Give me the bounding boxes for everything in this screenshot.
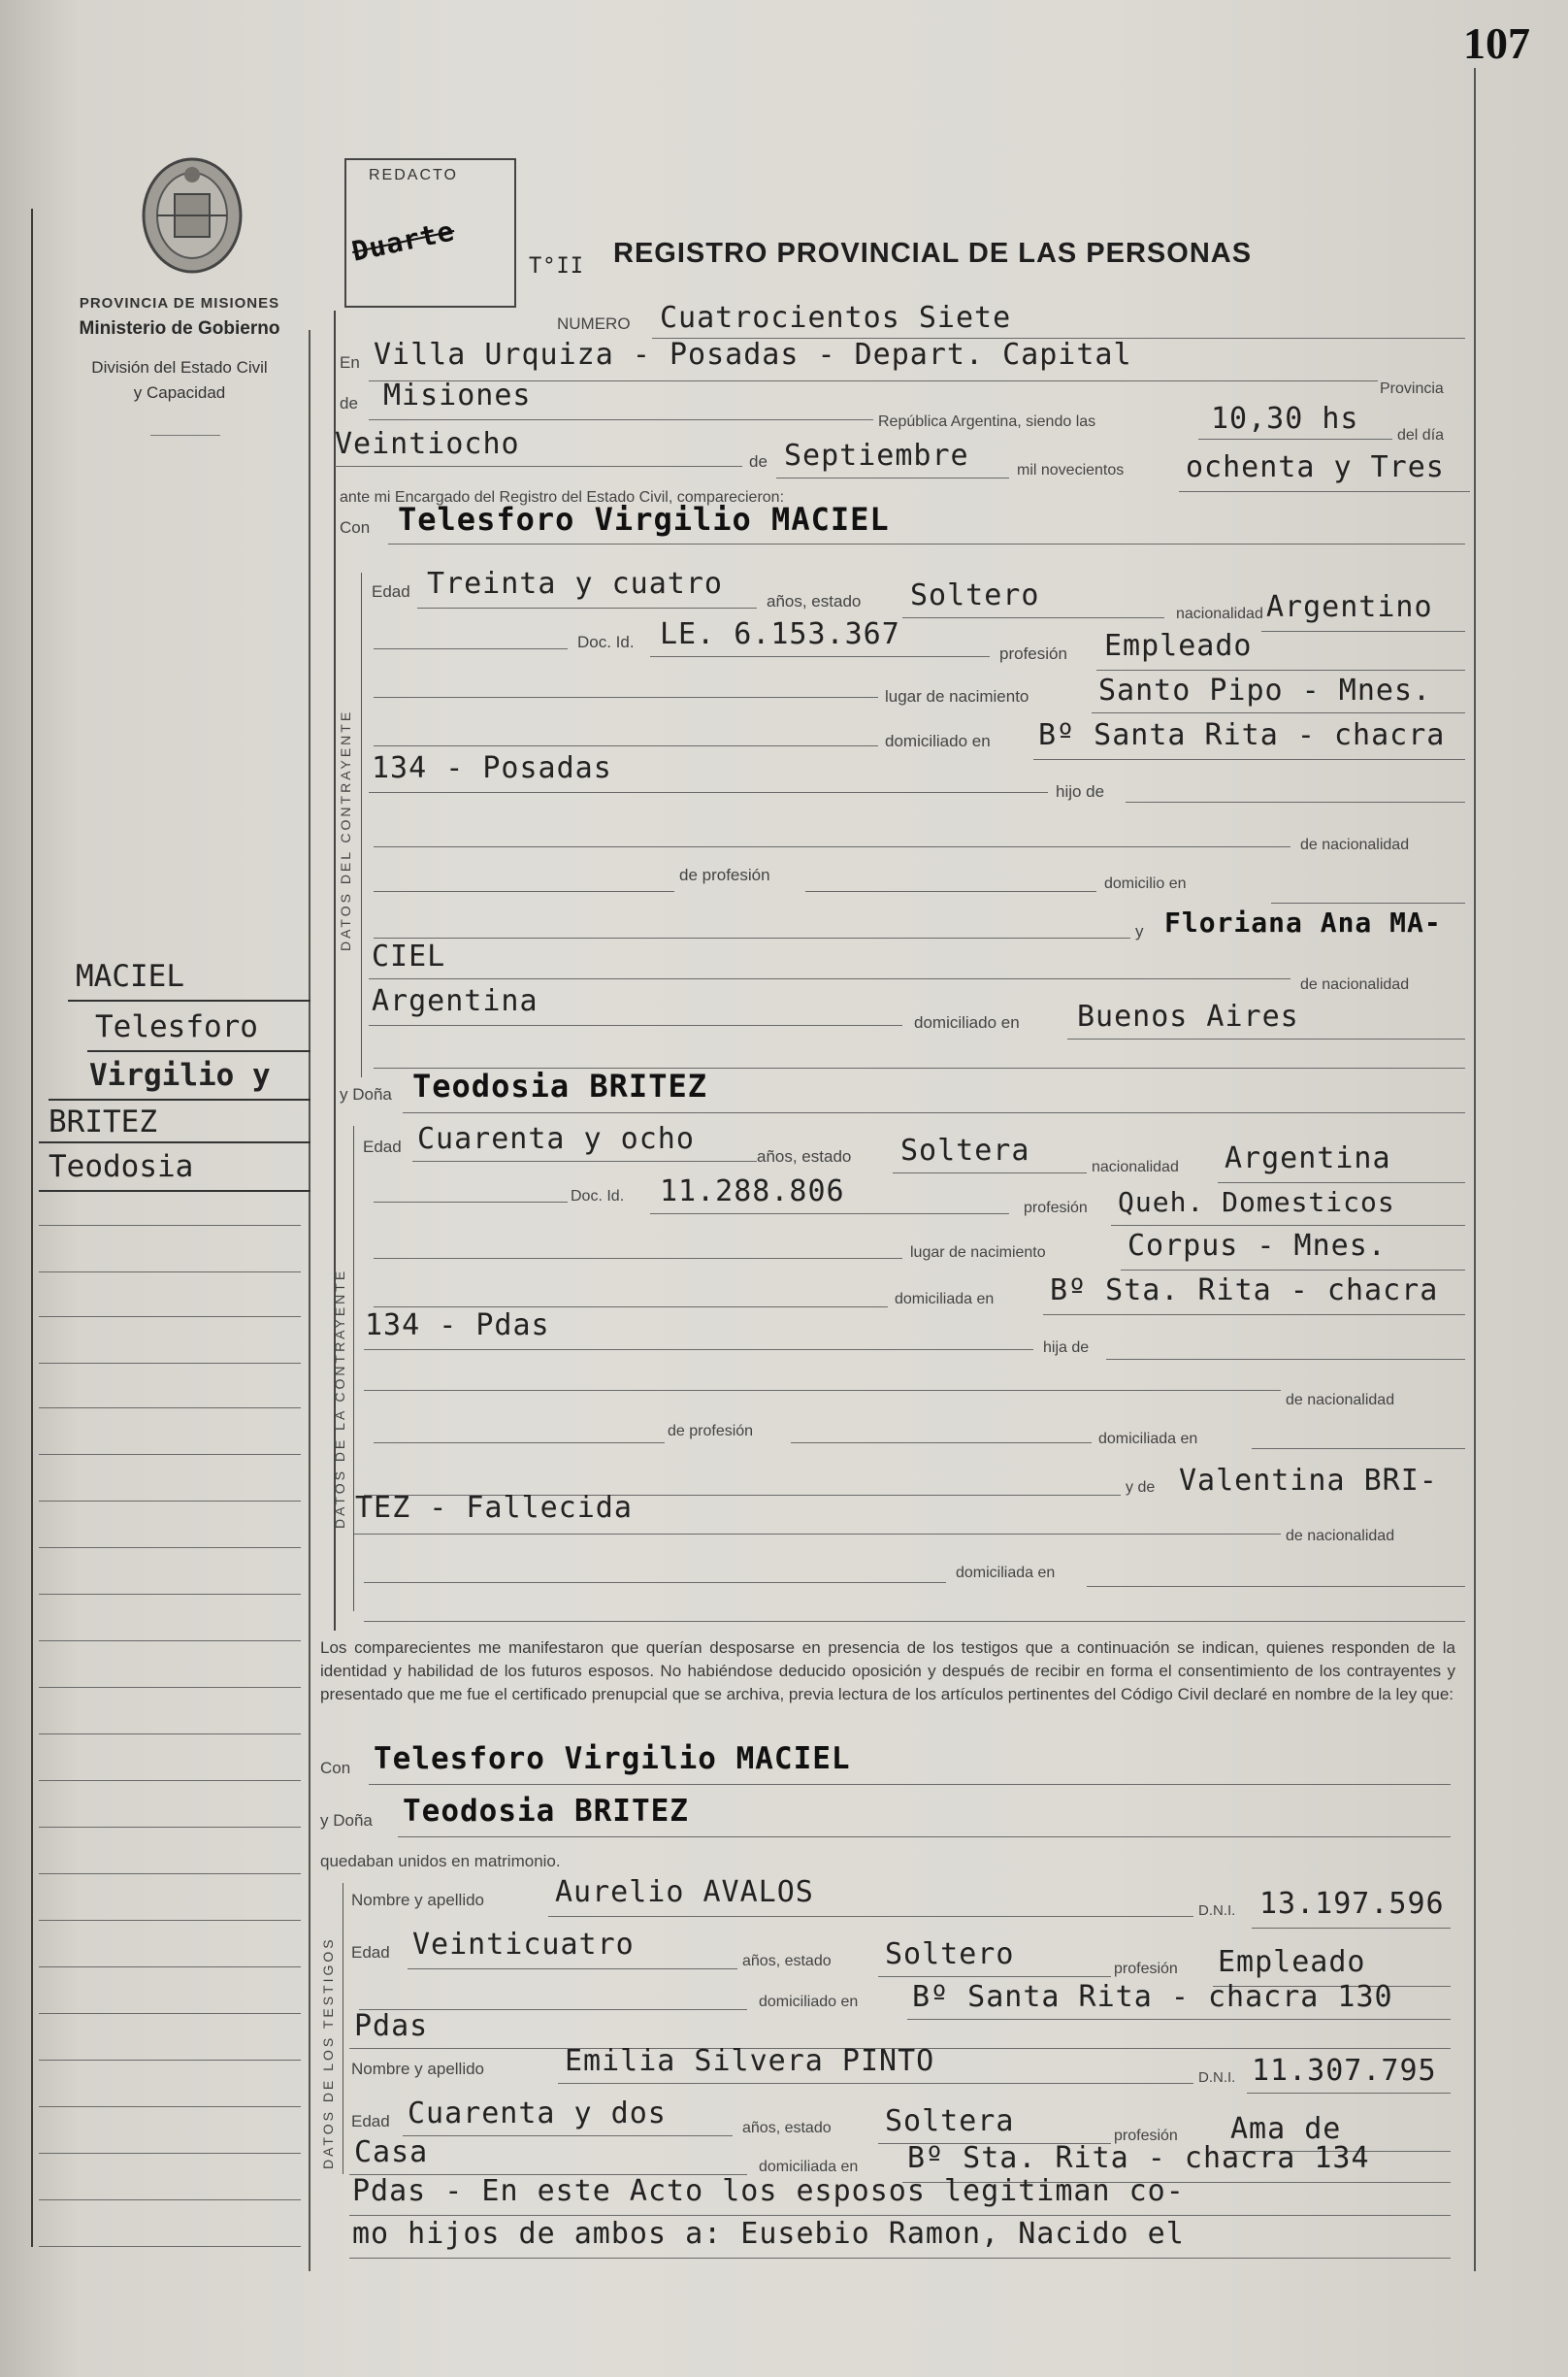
margin-line — [39, 2060, 301, 2061]
rule — [364, 1349, 1033, 1350]
rule — [349, 2215, 1451, 2216]
rule — [374, 1306, 888, 1307]
de-label: de — [340, 394, 358, 413]
c2-de-nacionalidad-label: de nacionalidad — [1286, 1392, 1395, 1408]
anos-estado-label: años, estado — [767, 592, 862, 611]
t2-edad-label: Edad — [351, 2112, 390, 2130]
doc-value: LE. 6.153.367 — [660, 617, 900, 651]
rule — [1271, 903, 1465, 904]
madre-domicilio-value: Buenos Aires — [1077, 1000, 1299, 1034]
contrayenta-side-label: DATOS DE LA CONTRAYENTE — [332, 1268, 347, 1529]
t1-nombre-value: Aurelio AVALOS — [555, 1875, 814, 1909]
margin-line — [39, 1454, 301, 1455]
margin-note-line-5: Teodosia — [49, 1149, 194, 1184]
estado-value: Soltero — [910, 578, 1040, 612]
c2-anos-estado-label: años, estado — [757, 1147, 852, 1166]
lugar-nac-value: Santo Pipo - Mnes. — [1098, 674, 1432, 708]
rule — [369, 1025, 902, 1026]
division-heading — [39, 355, 320, 406]
c2-doc-value: 11.288.806 — [660, 1174, 845, 1208]
rule — [1198, 439, 1392, 440]
rule — [49, 1099, 310, 1101]
con-label: Con — [340, 518, 371, 537]
margin-line — [39, 1271, 301, 1272]
rule — [1121, 1270, 1465, 1271]
nacionalidad-label: nacionalidad — [1176, 606, 1263, 622]
rule — [39, 1190, 310, 1192]
rule — [1252, 1928, 1451, 1929]
margin-line — [39, 1594, 301, 1595]
ante-mi-text: ante mi Encargado del Registro del Estado Civil, comparecieron: — [340, 489, 785, 506]
margin-line — [39, 2013, 301, 2014]
rule — [1261, 631, 1465, 632]
profesion-value: Empleado — [1104, 629, 1253, 663]
margin-line — [39, 1687, 301, 1688]
rule — [1033, 759, 1465, 760]
numero-label: NUMERO — [557, 314, 631, 333]
rule — [558, 2083, 1193, 2084]
republica-label: República Argentina, siendo las — [878, 413, 1096, 430]
rule — [1106, 1359, 1465, 1360]
t2-profesion-value: Ama de — [1230, 2112, 1342, 2146]
rule — [374, 745, 878, 746]
madre-nacionalidad-value: Argentina — [372, 984, 539, 1018]
rule — [1247, 2093, 1451, 2094]
rule — [364, 1621, 1465, 1622]
t1-domicilio-1-value: Bº Santa Rita - chacra 130 — [912, 1980, 1393, 2014]
rule — [374, 648, 568, 649]
c2-domicilio-1-value: Bº Sta. Rita - chacra — [1050, 1273, 1439, 1307]
t1-profesion-value: Empleado — [1218, 1945, 1366, 1979]
nacionalidad-value: Argentino — [1266, 590, 1433, 624]
rule — [412, 1161, 757, 1162]
t1-anos-estado-label: años, estado — [742, 1953, 832, 1969]
contrayente-nombre: Telesforo Virgilio MACIEL — [398, 501, 890, 538]
lugar-value: Villa Urquiza - Posadas - Depart. Capital — [374, 338, 1132, 372]
t1-edad-label: Edad — [351, 1943, 390, 1962]
t2-doc-label: D.N.I. — [1198, 2069, 1236, 2086]
t1-domicilio-2-value: Pdas — [354, 2009, 429, 2043]
c2-domicilio-2-value: 134 - Pdas — [365, 1308, 550, 1342]
lugar-nac-label: lugar de nacimiento — [885, 687, 1029, 706]
margin-line — [39, 2199, 301, 2200]
rule — [893, 1172, 1087, 1173]
c2-hija-de-label: hija de — [1043, 1339, 1090, 1356]
rule — [1126, 802, 1465, 803]
margin-line — [39, 1920, 301, 1921]
rule — [1043, 1314, 1465, 1315]
c2-de-nacionalidad-label-2: de nacionalidad — [1286, 1528, 1395, 1544]
provincia-value: Misiones — [383, 379, 532, 413]
margin-divider — [309, 330, 310, 2271]
decl-y-dona-label: y Doña — [320, 1811, 373, 1830]
margin-line — [39, 1827, 301, 1828]
decl-con-label: Con — [320, 1759, 351, 1777]
division-line-1: División del Estado Civil — [91, 358, 268, 377]
margin-note-line-3: Virgilio y — [89, 1058, 271, 1093]
rule — [87, 1050, 310, 1052]
dia-value: Veintiocho — [335, 427, 520, 461]
t1-nombre-label: Nombre y apellido — [351, 1891, 485, 1909]
contrayente-side-label: DATOS DEL CONTRAYENTE — [338, 709, 353, 951]
c2-nacionalidad-label: nacionalidad — [1092, 1159, 1179, 1175]
c2-profesion-label: profesión — [1024, 1200, 1088, 1216]
rule — [650, 656, 990, 657]
rule — [548, 1916, 1193, 1917]
quedaban-text: quedaban unidos en matrimonio. — [320, 1852, 561, 1870]
t2-edad-value: Cuarenta y dos — [408, 2096, 667, 2130]
margin-line — [39, 1501, 301, 1502]
contrayenta-nombre: Teodosia BRITEZ — [412, 1068, 707, 1105]
margin-line — [39, 1407, 301, 1408]
del-dia-label: del día — [1397, 427, 1445, 444]
de-profesion-label: de profesión — [679, 866, 770, 884]
margin-line — [39, 1733, 301, 1734]
domicilio-1-value: Bº Santa Rita - chacra — [1038, 718, 1446, 752]
madre-2-value: CIEL — [372, 940, 446, 974]
rule — [374, 938, 1130, 939]
rule — [403, 1112, 1465, 1113]
mil-label: mil novecientos — [1017, 462, 1125, 479]
t2-nombre-label: Nombre y apellido — [351, 2060, 485, 2078]
rule — [776, 478, 1009, 479]
rule — [374, 891, 674, 892]
rule — [878, 1976, 1111, 1977]
rule — [1179, 491, 1470, 492]
t2-estado-value: Soltera — [885, 2104, 1015, 2138]
c2-profesion-value: Queh. Domesticos — [1118, 1186, 1395, 1218]
margin-line — [39, 1316, 301, 1317]
province-seal-icon — [138, 155, 246, 281]
rule — [369, 978, 1290, 979]
rule — [417, 608, 757, 609]
c2-y-de-label: y de — [1126, 1479, 1156, 1496]
margin-line — [39, 2153, 301, 2154]
hora-value: 10,30 hs — [1211, 402, 1359, 436]
margin-line — [39, 1780, 301, 1781]
division-line-2: y Capacidad — [133, 383, 226, 402]
margin-line — [39, 1966, 301, 1967]
ministry-heading: Ministerio de Gobierno — [79, 318, 280, 339]
t1-doc-value: 13.197.596 — [1259, 1887, 1445, 1921]
t2-profesion-2-value: Casa — [354, 2135, 429, 2169]
margin-rule — [31, 209, 33, 2247]
c2-domiciliada-en-label: domiciliada en — [1098, 1431, 1198, 1447]
document-title: REGISTRO PROVINCIAL DE LAS PERSONAS — [613, 238, 1253, 269]
heading-underline — [150, 435, 220, 436]
rule — [408, 1968, 737, 1969]
c2-doc-label: Doc. Id. — [571, 1188, 625, 1205]
margin-line — [39, 1225, 301, 1226]
rule — [907, 2019, 1451, 2020]
rule — [388, 544, 1465, 545]
t2-anos-estado-label: años, estado — [742, 2120, 832, 2136]
t2-nombre-value: Emilia Silvera PINTO — [565, 2044, 935, 2078]
t1-profesion-label: profesión — [1114, 1961, 1178, 1977]
mes-value: Septiembre — [784, 439, 969, 473]
rule — [364, 1390, 1281, 1391]
edad-value: Treinta y cuatro — [427, 567, 723, 601]
rule — [369, 792, 1048, 793]
t2-domicilio-value: Bº Sta. Rita - chacra 134 — [907, 2141, 1370, 2175]
rule — [1067, 1039, 1465, 1040]
margin-line — [39, 1363, 301, 1364]
decl-nombre-2: Teodosia BRITEZ — [403, 1794, 689, 1829]
domicilio-en-label: domicilio en — [1104, 875, 1187, 892]
madre-1-value: Floriana Ana MA- — [1164, 907, 1442, 939]
anio-value: ochenta y Tres — [1186, 450, 1445, 484]
rule — [1111, 1225, 1465, 1226]
t1-estado-value: Soltero — [885, 1937, 1015, 1971]
de-mes-label: de — [749, 452, 768, 471]
rule — [364, 1582, 946, 1583]
nota-line-2: mo hijos de ambos a: Eusebio Ramon, Nacido el — [352, 2217, 1185, 2251]
domiciliado-label: domiciliado en — [885, 732, 991, 750]
t2-domiciliada-label: domiciliada en — [759, 2159, 859, 2175]
numero-value: Cuatrocientos Siete — [660, 301, 1012, 335]
rule — [1096, 670, 1465, 671]
testigos-side-label: DATOS DE LOS TESTIGOS — [320, 1936, 336, 2169]
t2-doc-value: 11.307.795 — [1252, 2054, 1437, 2088]
y-dona-label: y Doña — [340, 1085, 392, 1104]
rule — [1252, 1448, 1465, 1449]
rule — [369, 419, 873, 420]
en-label: En — [340, 353, 360, 372]
rule — [374, 1258, 902, 1259]
c2-madre-2-value: TEZ - Fallecida — [355, 1491, 633, 1525]
rule — [374, 697, 878, 698]
hijo-de-label: hijo de — [1056, 782, 1105, 801]
nota-line-1: Pdas - En este Acto los esposos legitiman co- — [352, 2174, 1185, 2208]
c2-domiciliada-label: domiciliada en — [895, 1291, 995, 1307]
rule — [68, 1000, 310, 1002]
c2-domiciliada-en-label-2: domiciliada en — [956, 1565, 1056, 1581]
margin-note-line-1: MACIEL — [76, 959, 184, 994]
redacto-signature: Duarte — [348, 215, 458, 268]
rule — [374, 1202, 568, 1203]
rule — [354, 1534, 1281, 1535]
contrayente-rule — [361, 573, 362, 1077]
rule — [398, 1836, 1451, 1837]
edad-label: Edad — [372, 582, 410, 601]
contrayenta-rule — [353, 1126, 354, 1611]
c2-estado-value: Soltera — [900, 1134, 1030, 1168]
rule — [349, 2258, 1451, 2259]
margin-note-line-2: Telesforo — [95, 1009, 258, 1044]
rule — [1087, 1586, 1465, 1587]
page-number: 107 — [1463, 18, 1530, 68]
t2-profesion-label: profesión — [1114, 2128, 1178, 2144]
rule — [650, 1213, 1009, 1214]
provincia-label: Provincia — [1380, 380, 1444, 397]
rule — [805, 891, 1096, 892]
rule — [902, 617, 1164, 618]
madre-domiciliado-label: domiciliado en — [914, 1013, 1020, 1032]
rule — [403, 2135, 733, 2136]
y-label: y — [1135, 922, 1144, 941]
c2-edad-label: Edad — [363, 1138, 402, 1156]
rule — [39, 1141, 310, 1143]
t1-domiciliado-label: domiciliado en — [759, 1994, 859, 2010]
margin-line — [39, 2106, 301, 2107]
c2-edad-value: Cuarenta y ocho — [417, 1122, 695, 1156]
decl-nombre-1: Telesforo Virgilio MACIEL — [374, 1741, 851, 1776]
province-heading: PROVINCIA DE MISIONES — [79, 295, 280, 312]
doc-label: Doc. Id. — [577, 633, 635, 651]
margin-line — [39, 1547, 301, 1548]
declaration-text: Los comparecientes me manifestaron que querían desposarse en presencia de los testigos que a continuación se indican, quienes responden de la identidad y habilidad de los futuros esposos. No habiéndose deducido oposición y después de recibir en forma el consentimiento de los contrayentes y presentado que me fue el certificado prenupcial que se archiva, previa lectura de los artículos pertinentes del Código Civil declaré en nombre de la ley que: — [320, 1638, 1455, 1703]
rule — [374, 1442, 665, 1443]
de-nacionalidad-label: de nacionalidad — [1300, 837, 1410, 853]
rule — [335, 466, 742, 467]
margin-line — [39, 2246, 301, 2247]
rule — [374, 846, 1290, 847]
margin-note-line-4: BRITEZ — [49, 1105, 157, 1139]
domicilio-2-value: 134 - Posadas — [372, 751, 612, 785]
c2-nacionalidad-value: Argentina — [1225, 1141, 1391, 1175]
c2-de-profesion-label: de profesión — [668, 1423, 754, 1439]
tomo-number: T°II — [529, 254, 584, 279]
c2-lugar-nac-value: Corpus - Mnes. — [1127, 1229, 1387, 1263]
rule — [369, 1784, 1451, 1785]
margin-line — [39, 1640, 301, 1641]
margin-line — [39, 1873, 301, 1874]
rule — [1218, 1182, 1465, 1183]
rule — [1092, 712, 1465, 713]
c2-madre-1-value: Valentina BRI- — [1179, 1464, 1438, 1498]
de-nacionalidad-label-2: de nacionalidad — [1300, 976, 1410, 993]
redacto-label: REDACTO — [369, 167, 458, 183]
t1-doc-label: D.N.I. — [1198, 1902, 1236, 1919]
right-rule — [1474, 68, 1476, 2271]
t1-edad-value: Veinticuatro — [412, 1928, 635, 1962]
profesion-label: profesión — [999, 644, 1067, 663]
rule — [791, 1442, 1092, 1443]
c2-lugar-nac-label: lugar de nacimiento — [910, 1244, 1046, 1261]
